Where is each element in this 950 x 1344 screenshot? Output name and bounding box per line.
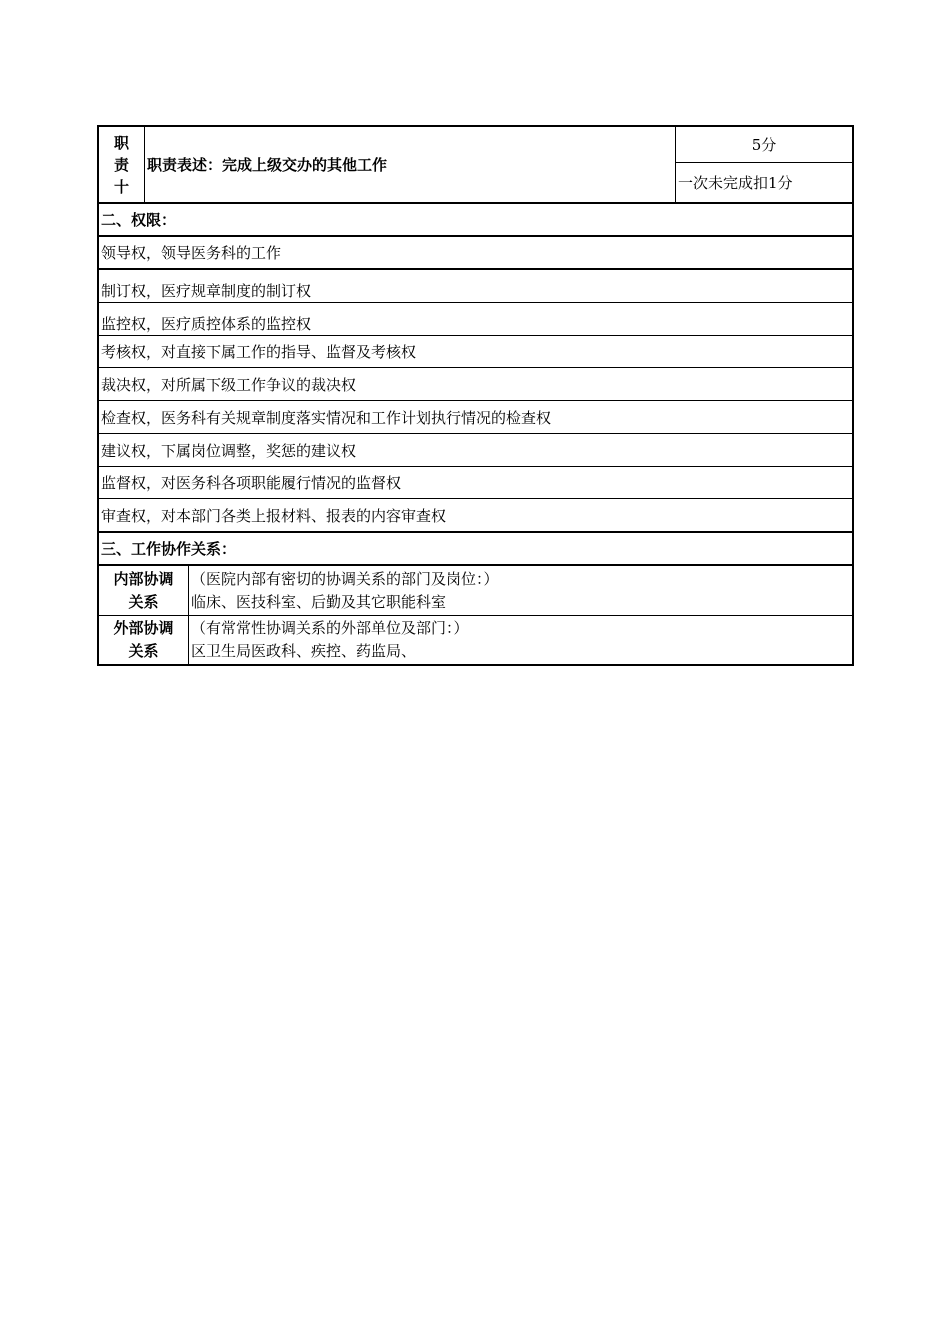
- authority-item-text: 制订权，医疗规章制度的制订权: [101, 281, 312, 300]
- duty-description: 职责表述：完成上级交办的其他工作: [145, 127, 676, 202]
- authority-item: [99, 302, 852, 335]
- authority-item-text: 考核权，对直接下属工作的指导、监督及考核权: [101, 343, 417, 361]
- authority-item-text: 领导权，领导医务科的工作: [101, 244, 282, 262]
- authority-item-text: 审查权，对本部门各类上报材料、报表的内容审查权: [101, 506, 447, 525]
- duty-label-char-1: 职: [113, 133, 129, 152]
- external-note: （有常常性协调关系的外部单位及部门：）: [191, 619, 469, 637]
- duty-score-cell: [676, 127, 852, 202]
- external-coordination-row: [99, 615, 852, 664]
- external-label-line1: 外部协调: [113, 619, 174, 637]
- authority-heading-row: [99, 202, 852, 235]
- duty-label: [99, 127, 145, 202]
- authority-item: [99, 400, 852, 433]
- cooperation-heading: 三、工作协作关系：: [101, 540, 237, 558]
- authority-item: [99, 466, 852, 498]
- authority-item: [99, 235, 852, 268]
- authority-item: [99, 268, 852, 302]
- duty-label-char-2: 责: [113, 155, 129, 174]
- external-coordination-body: [189, 616, 852, 664]
- internal-label-line2: 关系: [128, 592, 159, 611]
- external-coordination-label: [99, 616, 189, 664]
- duty-row: [99, 127, 852, 202]
- duty-score: 5分: [676, 127, 852, 163]
- external-label-line2: 关系: [128, 642, 159, 660]
- authority-item-text: 监督权，对医务科各项职能履行情况的监督权: [101, 474, 402, 492]
- internal-coordination-label: [99, 566, 189, 615]
- authority-heading: 二、权限：: [101, 211, 177, 229]
- external-value: 区卫生局医政科、疾控、药监局、: [191, 642, 417, 660]
- duty-table: [97, 125, 854, 666]
- duty-label-char-3: 十: [113, 177, 129, 196]
- authority-item-text: 建议权，下属岗位调整，奖惩的建议权: [101, 441, 357, 460]
- internal-label-line1: 内部协调: [113, 569, 174, 588]
- internal-value: 临床、医技科室、后勤及其它职能科室: [191, 592, 447, 611]
- authority-item: [99, 367, 852, 400]
- duty-penalty: 一次未完成扣1分: [678, 173, 793, 192]
- authority-item: [99, 433, 852, 466]
- internal-coordination-body: [189, 566, 852, 615]
- authority-item: [99, 335, 852, 367]
- authority-item-text: 检查权，医务科有关规章制度落实情况和工作计划执行情况的检查权: [101, 408, 552, 427]
- cooperation-heading-row: [99, 531, 852, 564]
- internal-note: （医院内部有密切的协调关系的部门及岗位：）: [191, 569, 499, 588]
- internal-coordination-row: [99, 564, 852, 615]
- authority-item: [99, 498, 852, 531]
- authority-item-text: 监控权，医疗质控体系的监控权: [101, 314, 312, 333]
- authority-item-text: 裁决权，对所属下级工作争议的裁决权: [101, 375, 357, 394]
